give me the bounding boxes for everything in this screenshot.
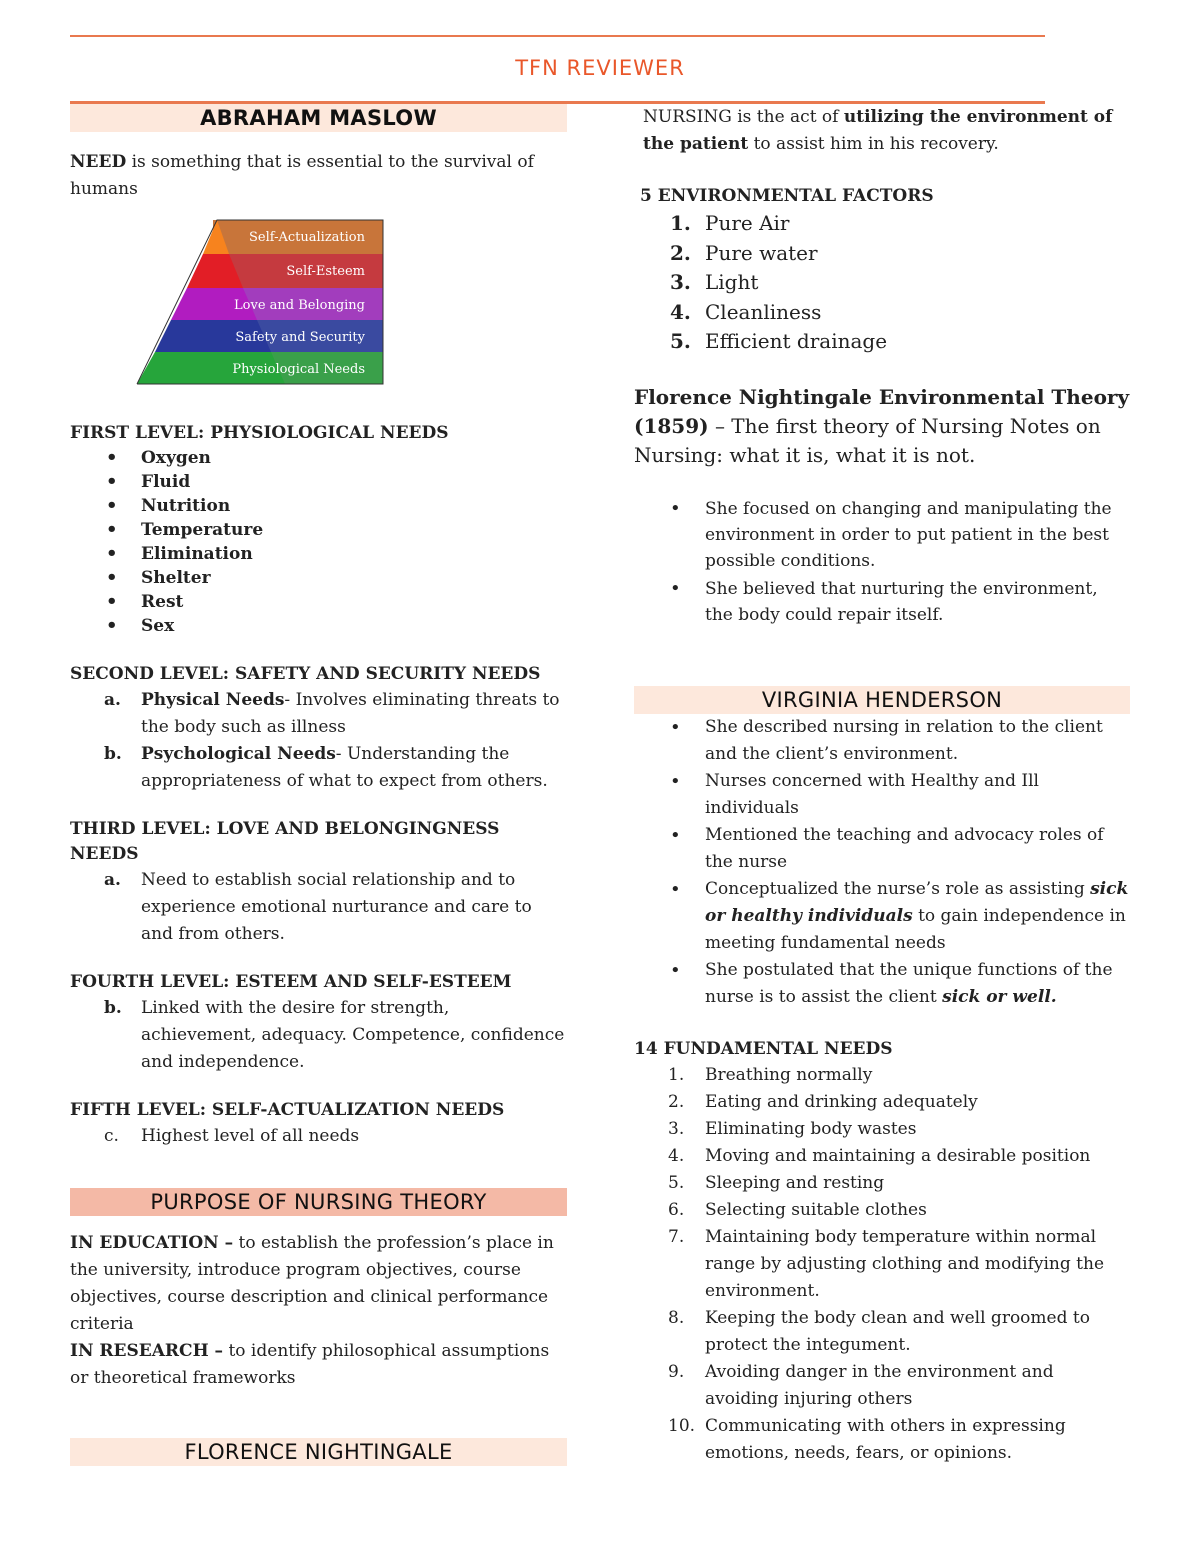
list-item: • Conceptualized the nurse’s role as assisting sick or healthy individuals to gain independence in meeting fundamental needs: [634, 876, 1130, 957]
purpose-research: IN RESEARCH – to identify philosophical assumptions or theoretical frameworks: [70, 1341, 550, 1388]
list-item: 8. Keeping the body clean and well groomed to protect the integument.: [668, 1307, 1090, 1355]
need-definition: NEED is something that is essential to the survival of humans: [70, 152, 534, 199]
list-item: • Shelter: [70, 566, 567, 590]
right-column: [634, 104, 1130, 1467]
list-item: 2. Eating and drinking adequately: [668, 1091, 978, 1112]
pyramid-label-4: Safety and Security: [235, 330, 365, 345]
top-rule: [70, 35, 1045, 37]
maslow-pyramid: [133, 217, 393, 387]
list-item: c. Highest level of all needs: [104, 1126, 360, 1146]
list-item: • Fluid: [70, 470, 567, 494]
first-level-list: [70, 446, 567, 638]
henderson-heading: VIRGINIA HENDERSON: [634, 686, 1130, 714]
fourth-level-heading: FOURTH LEVEL: ESTEEM AND SELF-ESTEEM: [70, 972, 512, 992]
fourth-level-list: [70, 995, 567, 1076]
pyramid-label-2: Self-Esteem: [286, 264, 365, 279]
list-item: 1. Breathing normally: [668, 1064, 873, 1085]
list-item: 5. Efficient drainage: [670, 329, 888, 353]
purpose-heading: PURPOSE OF NURSING THEORY: [70, 1188, 567, 1216]
env-factors-heading: 5 ENVIRONMENTAL FACTORS: [640, 186, 934, 206]
list-item: a. Physical Needs- Involves eliminating threats to the body such as illness: [104, 690, 560, 737]
list-item: 1. Pure Air: [670, 211, 790, 235]
pyramid-label-5: Physiological Needs: [232, 362, 365, 377]
list-item: • Temperature: [70, 518, 567, 542]
list-item: 5. Sleeping and resting: [668, 1172, 885, 1193]
fundamental-needs-heading: 14 FUNDAMENTAL NEEDS: [634, 1038, 893, 1059]
maslow-heading: ABRAHAM MASLOW: [70, 104, 567, 132]
list-item: a. Need to establish social relationship and to experience emotional nurturance and care to and from others.: [104, 870, 532, 944]
nightingale-heading: FLORENCE NIGHTINGALE: [70, 1438, 567, 1466]
list-item: • Nurses concerned with Healthy and Ill individuals: [634, 768, 1130, 822]
list-item: b. Psychological Needs- Understanding the appropriateness of what to expect from others.: [104, 744, 548, 791]
list-item: • Nutrition: [70, 494, 567, 518]
pyramid-label-3: Love and Belonging: [234, 298, 365, 313]
nightingale-points: [634, 496, 1130, 628]
list-item: 3. Eliminating body wastes: [668, 1118, 917, 1139]
page-title: TFN REVIEWER: [515, 56, 685, 80]
list-item: 4. Cleanliness: [670, 299, 822, 324]
list-item: 3. Light: [670, 270, 759, 294]
list-item: b. Linked with the desire for strength, achievement, adequacy. Competence, confidence and independence.: [104, 998, 565, 1072]
fifth-level-heading: FIFTH LEVEL: SELF-ACTUALIZATION NEEDS: [70, 1100, 505, 1120]
third-level-heading: THIRD LEVEL: LOVE AND BELONGINGNESS NEEDS: [70, 819, 500, 864]
pyramid-label-1: Self-Actualization: [248, 230, 365, 245]
second-level-heading: SECOND LEVEL: SAFETY AND SECURITY NEEDS: [70, 664, 541, 684]
list-item: 10. Communicating with others in expressing emotions, needs, fears, or opinions.: [668, 1415, 1066, 1463]
list-item: • She postulated that the unique functions of the nurse is to assist the client sick or well.: [634, 957, 1130, 1011]
list-item: 7. Maintaining body temperature within normal range by adjusting clothing and modifying the environment.: [668, 1226, 1105, 1301]
nursing-definition: NURSING is the act of utilizing the environment of the patient to assist him in his recovery.: [643, 107, 1113, 154]
list-item: • Sex: [70, 614, 567, 638]
henderson-points: [634, 714, 1130, 1011]
list-item: • Rest: [70, 590, 567, 614]
list-item: 4. Moving and maintaining a desirable position: [668, 1145, 1091, 1166]
list-item: 9. Avoiding danger in the environment and avoiding injuring others: [668, 1361, 1054, 1409]
fundamental-needs-list: [634, 1062, 1130, 1467]
list-item: 2. Pure water: [670, 240, 818, 265]
nightingale-theory: Florence Nightingale Environmental Theory (1859) – The first theory of Nursing Notes on Nursing: what it is, what it is not.: [634, 384, 1130, 467]
list-item: • Mentioned the teaching and advocacy roles of the nurse: [634, 822, 1130, 876]
left-column: [70, 104, 567, 1466]
list-item: • She described nursing in relation to the client and the client’s environment.: [634, 714, 1130, 768]
list-item: 6. Selecting suitable clothes: [668, 1199, 927, 1220]
fifth-level-list: [70, 1123, 567, 1150]
first-level-heading: FIRST LEVEL: PHYSIOLOGICAL NEEDS: [70, 423, 449, 443]
third-level-list: [70, 867, 567, 948]
purpose-education: IN EDUCATION – to establish the profession’s place in the university, introduce program objectives, course objectives, course description and clinical performance criteria: [70, 1233, 554, 1334]
list-item: • Oxygen: [70, 446, 567, 470]
list-item: • She believed that nurturing the environment, the body could repair itself.: [634, 576, 1130, 628]
list-item: • Elimination: [70, 542, 567, 566]
list-item: • She focused on changing and manipulating the environment in order to put patient in the best possible conditions.: [634, 496, 1130, 574]
second-level-list: [70, 687, 567, 795]
env-factors-list: [634, 209, 1130, 357]
